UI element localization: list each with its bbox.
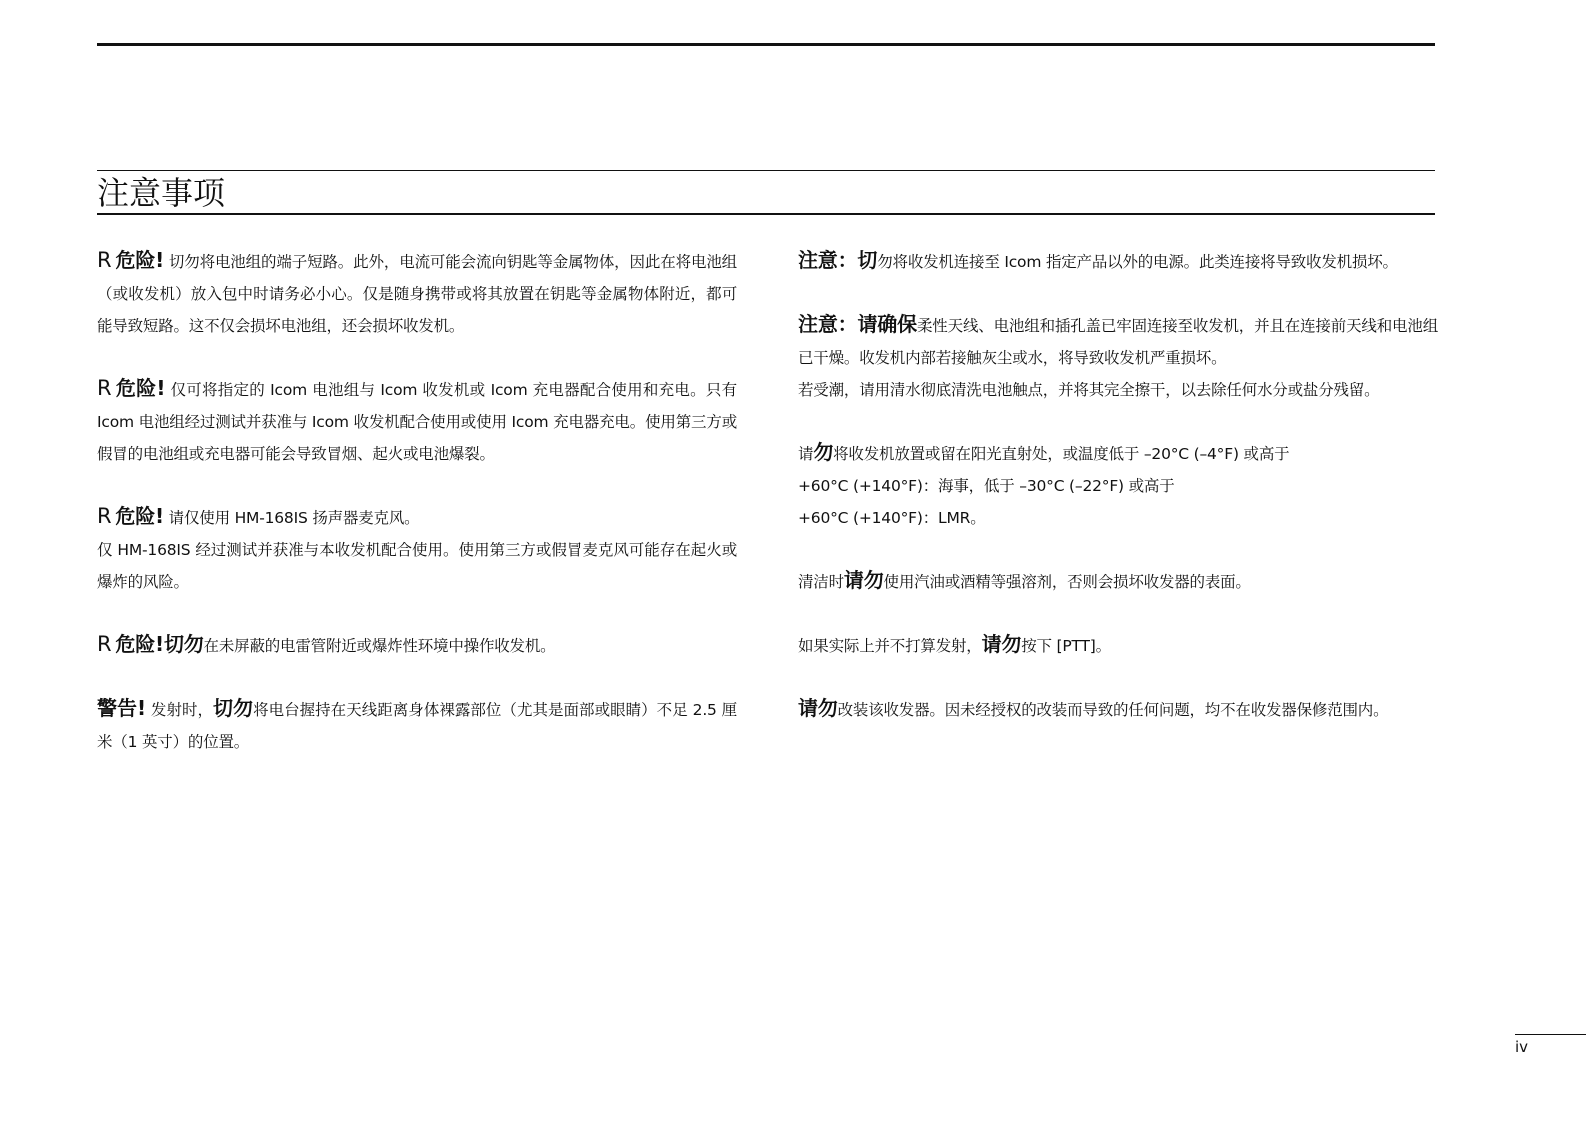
note-emphasis: 请勿 [981,632,1022,656]
warning-r-icon: R [97,632,112,656]
note-lead: 危险! [115,632,164,656]
note-text: 仅可将指定的 Icom 电池组与 Icom 收发机或 Icom 充电器配合使用和充电。只有 Icom 电池组经过测试并获准与 Icom 收发机配合使用或使用 Icom 充电器充电。使用第三方或假冒的电池组或充电器可能会导致冒烟、起火或电池爆裂。 [97,381,737,463]
note-prefix: 清洁时 [798,573,844,591]
note-text: 改装该收发器。因未经授权的改装而导致的任何问题，均不在收发器保修范围内。 [837,701,1389,719]
note-text: 切勿将电池组的端子短路。此外，电流可能会流向钥匙等金属物体，因此在将电池组（或收发机）放入包中时请务必小心。仅是随身携带或将其放置在钥匙等金属物体附近，都可能导致短路。这不仅会损坏电池组，还会损坏收发机。 [97,253,737,335]
page-number: iv [1515,1038,1529,1056]
note-prefix: 发射时， [145,701,214,719]
danger-note-short-circuit [97,244,737,342]
note-text: 柔性天线、电池组和插孔盖已牢固连接至收发机，并且在连接前天线和电池组已干燥。收发机内部若接触灰尘或水，将导致收发机严重损坏。 [798,317,1439,367]
note-lead: 警告! [97,696,146,720]
warning-note-antenna [97,692,737,758]
note-ptt [798,628,1438,662]
page-number-rule [1515,1034,1586,1035]
note-text-continued: 仅 HM-168IS 经过测试并获准与本收发机配合使用。使用第三方或假冒麦克风可能存在起火或爆炸的风险。 [97,541,737,591]
note-emphasis: 请确保 [857,312,917,336]
note-emphasis: 请勿 [843,568,884,592]
right-column [798,244,1438,756]
warning-r-icon: R [97,248,112,272]
note-lead: 注意： [798,248,858,272]
caution-note-power [798,244,1438,278]
note-text: 使用汽油或酒精等强溶剂，否则会损坏收发器的表面。 [883,573,1251,591]
caution-note-water [798,308,1438,406]
note-text-line3: +60°C (+140°F)：LMR。 [798,509,986,527]
danger-note-microphone [97,500,737,598]
note-emphasis: 切勿 [163,632,204,656]
note-text: 将收发机放置或留在阳光直射处，或温度低于 –20°C (–4°F) 或高于 [833,445,1290,463]
note-text: 在未屏蔽的电雷管附近或爆炸性环境中操作收发机。 [203,637,556,655]
note-text: 将电台握持在天线距离身体裸露部位（尤其是面部或眼睛）不足 2.5 厘米（1 英寸）的位置。 [97,701,737,751]
note-text-continued: 若受潮，请用清水彻底清洗电池触点，并将其完全擦干，以去除任何水分或盐分残留。 [798,381,1380,399]
note-cleaning [798,564,1438,598]
note-text: 请仅使用 HM-168IS 扬声器麦克风。 [163,509,420,527]
note-text-line2: +60°C (+140°F)：海事，低于 –30°C (–22°F) 或高于 [798,477,1175,495]
note-emphasis: 切勿 [213,696,254,720]
note-lead: 注意： [798,312,858,336]
note-text: 勿将收发机连接至 Icom 指定产品以外的电源。此类连接将导致收发机损坏。 [877,253,1398,271]
note-lead: 危险! [115,504,164,528]
note-temperature [798,436,1438,534]
note-prefix: 如果实际上并不打算发射， [798,637,982,655]
note-modification [798,692,1438,726]
danger-note-detonator [97,628,737,662]
note-lead: 危险! [115,376,166,400]
note-prefix: 请 [798,445,814,463]
warning-r-icon: R [97,376,112,400]
note-emphasis: 切 [857,248,878,272]
note-emphasis: 请勿 [798,696,838,720]
danger-note-battery [97,372,737,470]
note-lead: 危险! [115,248,165,272]
title-rule-top [97,170,1435,171]
warning-r-icon: R [97,504,112,528]
top-rule [97,43,1435,46]
note-emphasis: 勿 [813,440,834,464]
left-column [97,244,737,788]
note-text: 按下 [PTT]。 [1021,637,1111,655]
title-rule-bottom [97,213,1435,215]
page-title: 注意事项 [97,174,226,212]
